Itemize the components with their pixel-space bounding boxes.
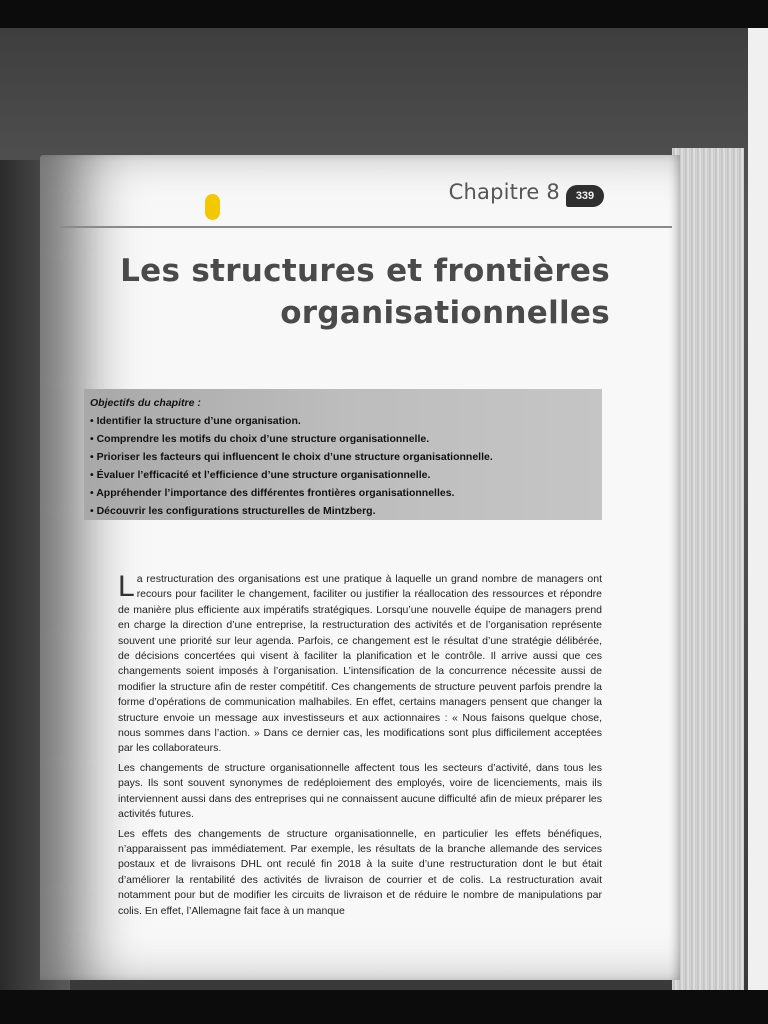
scan-border-top [0, 0, 768, 28]
chapter-title-line-2: organisationnelles [280, 295, 610, 331]
objective-item: • Prioriser les facteurs qui influencent le choix d’une structure organisationnelle. [90, 448, 594, 466]
header-divider [60, 226, 672, 228]
chapter-objectives-box [84, 389, 602, 520]
objectives-heading: Objectifs du chapitre : [90, 397, 201, 409]
body-paragraph: Les effets des changements de structure organisationnelle, en particulier les effets bénéfiques, n’apparaissent pas immédiatement. Par exemple, les résultats de la branche allemande des services postaux et de livraisons DHL ont reculé fin 2018 à la suite d’une restructuration dont le but était d’améliorer la rentabilité des activités de livraison de courrier et de colis. La restructuration avait notamment pour but de modifier les circuits de livraison et de réduire le nombre de manipulations par colis. En effet, l’Allemagne fait face à un manque [118, 827, 602, 917]
objective-item: • Découvrir les configurations structurelles de Mintzberg. [90, 502, 594, 520]
objectives-list [90, 412, 594, 520]
page-number-badge: 339 [566, 185, 604, 207]
highlighter-mark [205, 194, 220, 220]
objective-item: • Identifier la structure d’une organisation. [90, 412, 594, 430]
scan-border-bottom [0, 990, 768, 1024]
page-edges [672, 148, 744, 990]
body-text [118, 572, 602, 932]
body-paragraph: La restructuration des organisations est une pratique à laquelle un grand nombre de managers ont recours pour faciliter le changement, faciliter ou justifier la réallocation des ressources et répondre de manière plus efficiente aux impératifs stratégiques. Lorsqu’une nouvelle équipe de managers prend en charge la direction d’une entreprise, la restructuration des activités et de l’organisation représente souvent une priorité sur leur agenda. Parfois, ce changement est le résultat d’une stratégie délibérée, de décisions concertées qui visent à faciliter la planification et le contrôle. Il arrive aussi que ces changements soient imposés à l’organisation. L’intensification de la concurrence nécessite aussi de modifier la structure afin de rester compétitif. Ces changements de structure peuvent parfois prendre la forme d’opérations de communication malhabiles. En effet, certains managers pensent que changer la structure envoie un message aux investisseurs et aux actionnaires : « Nous faisons quelque chose, nous sommes dans l’action. » Dans ce dernier cas, les modifications sont plus difficilement acceptées par les collaborateurs. [118, 570, 602, 755]
objective-item: • Comprendre les motifs du choix d’une structure organisationnelle. [90, 430, 594, 448]
chapter-label: Chapitre 8 [448, 180, 560, 204]
scan-border-right [748, 28, 768, 990]
objective-item: • Évaluer l’efficacité et l’efficience d’une structure organisationnelle. [90, 466, 594, 484]
chapter-title [100, 250, 610, 340]
body-paragraph: Les changements de structure organisationnelle affectent tous les secteurs d’activité, dans tous les pays. Ils sont souvent synonymes de redéploiement des employés, voire de licenciements, mais ils interviennent aussi dans des entreprises qui ne connaissent aucune difficulté afin de mieux préparer les activités futures. [118, 761, 602, 821]
objective-item: • Appréhender l’importance des différentes frontières organisationnelles. [90, 484, 594, 502]
chapter-title-line-1: Les structures et frontières [120, 253, 610, 289]
